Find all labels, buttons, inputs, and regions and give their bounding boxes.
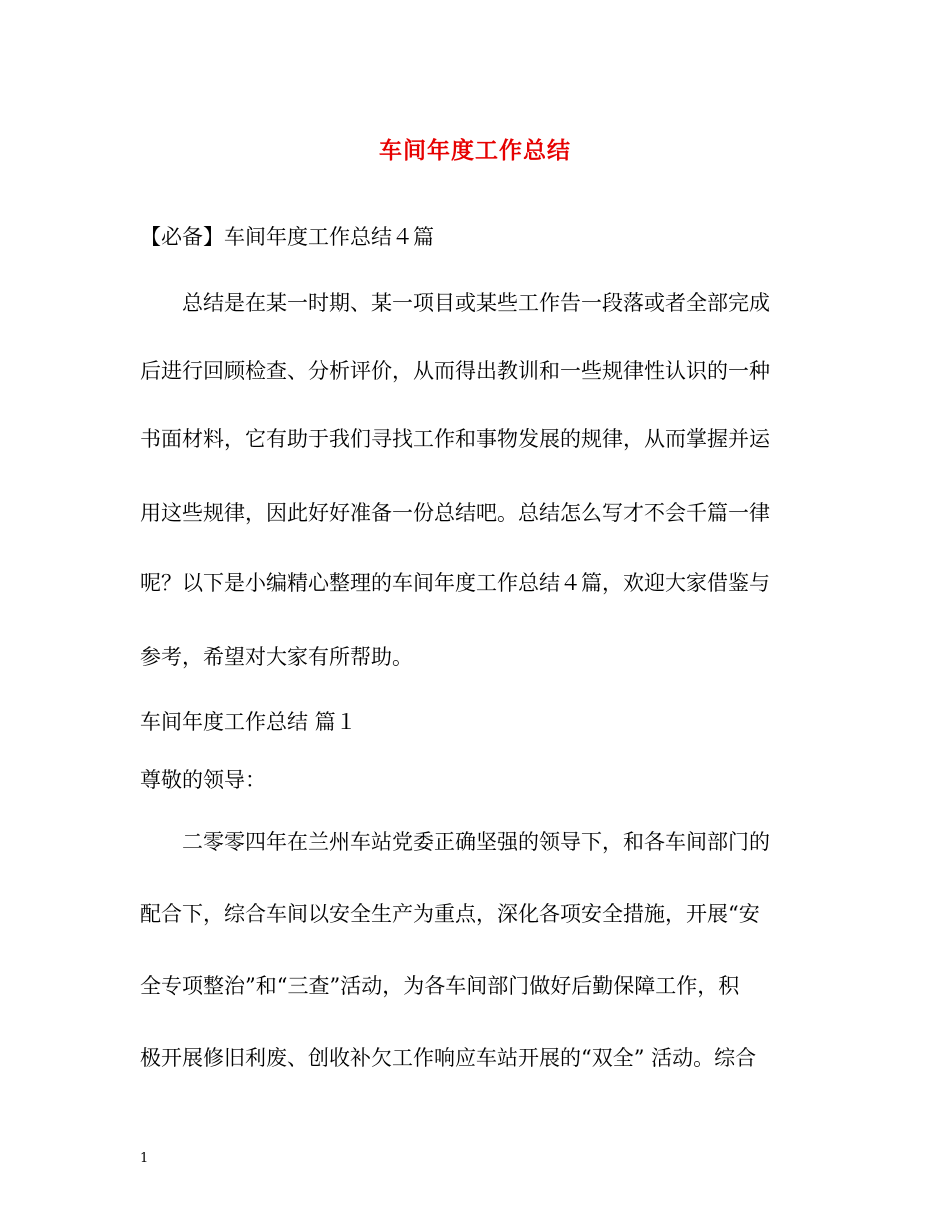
body-line: 极开展修旧利废、创收补欠工作响应车站开展的“双全” 活动。综合 [140,1046,757,1070]
intro-line: 书面材料，它有助于我们寻找工作和事物发展的规律，从而掌握并运 [140,427,770,451]
salutation: 尊敬的领导： [140,768,266,792]
intro-line: 用这些规律，因此好好准备一份总结吧。总结怎么写才不会千篇一律 [140,501,770,525]
intro-line: 后进行回顾检查、分析评价，从而得出教训和一些规律性认识的一种 [140,359,770,383]
intro-line: 呢？以下是小编精心整理的车间年度工作总结４篇，欢迎大家借鉴与 [140,571,770,595]
section-heading: 车间年度工作总结 篇１ [140,710,357,734]
body-line: 全专项整治”和“三查”活动，为各车间部门做好后勤保障工作，积 [140,974,740,998]
intro-line: 参考，希望对大家有所帮助。 [140,645,413,669]
page-number: 1 [140,1151,149,1166]
document-title: 车间年度工作总结 [379,137,571,164]
body-line: 配合下，综合车间以安全生产为重点，深化各项安全措施，开展“安 [140,902,760,926]
document-subtitle: 【必备】车间年度工作总结４篇 [140,225,434,249]
body-line: 二零零四年在兰州车站党委正确坚强的领导下，和各车间部门的 [182,830,770,854]
intro-line: 总结是在某一时期、某一项目或某些工作告一段落或者全部完成 [182,291,770,315]
